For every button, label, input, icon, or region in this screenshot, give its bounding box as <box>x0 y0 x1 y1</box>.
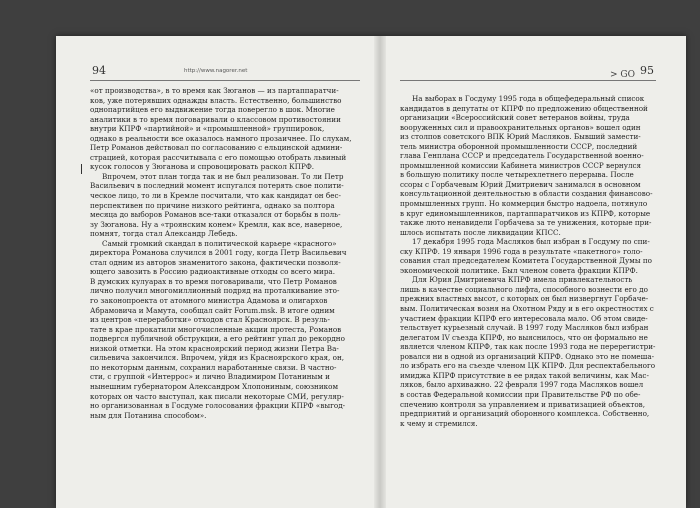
right-page <box>382 36 686 508</box>
text-line: из столпов советского ВПК Юрий Масляков. Бывший замести- <box>400 132 641 142</box>
text-line: перспективен по причине низкого рейтинга, однако за полтора <box>90 200 335 210</box>
text-line: однопартийцев его выдвижение тогда поверегло в шок. Многие <box>90 105 335 115</box>
text-line: имиджа КПРФ присутствие в ее рядах такой величины, как Мас- <box>400 370 649 380</box>
text-line: аналитики в то время поговаривали о классовом противостоянии <box>90 114 341 124</box>
paragraph <box>400 237 656 275</box>
text-line: ным для Потанина способом». <box>90 410 207 420</box>
text-line: кусок голосов у Зюганова и спровоцировать раскол КПРФ. <box>90 162 315 172</box>
paragraph <box>90 172 360 239</box>
text-line: ссоры с Горбачевым Юрий Дмитриевич занимался в основном <box>400 179 641 189</box>
text-line: стал одним из авторов знаменитого закона, фактически позволя- <box>90 257 341 267</box>
left-page-number: 94 <box>92 64 106 77</box>
text-line: ляков, было архиважно. 22 февраля 1997 года Масляков вошел <box>400 380 644 390</box>
running-header-url: http://www.nagorer.net <box>184 68 248 74</box>
text-line: консультационной деятельностью в области создания финансово- <box>400 189 653 199</box>
text-line: но организованная в Госдуме голосования фракции КПРФ «выгод- <box>90 401 346 411</box>
text-line: помнят, тогда стал Александр Лебедь. <box>90 229 238 239</box>
text-line: однако в реальности все оказалось намного прозаичнее. По слухам, <box>90 133 352 143</box>
text-line: лишь в качестве социального лифта, способного вознести его до <box>400 284 648 294</box>
text-line: вым. Политическая возня на Охотном Ряду и в его окрестностях с <box>400 304 654 314</box>
text-line: промышленных групп. Но коммерция быстро надоела, потянуло <box>400 199 648 209</box>
text-line: Для Юрия Дмитриевича КПРФ имела привлекательность <box>412 275 633 285</box>
text-line: Самый громкий скандал в политической карьере «красного» <box>102 238 337 248</box>
text-line: Петр Романов действовал по согласованию с ельцинской админи- <box>90 143 343 153</box>
text-line: также люто ненавидели Горбачева за те унижения, которые при- <box>400 218 652 228</box>
text-line: Абрамовича и Мамута, сообщал сайт Forum.msk. В итоге одним <box>90 305 335 315</box>
text-line: ющего завозить в Россию радиоактивные отходы со всего мира. <box>90 267 335 277</box>
text-line: ску КПРФ. 19 января 1996 года в результате «пакетного» голо- <box>400 246 643 256</box>
text-line: ческое лицо, то ли в Кремле посчитали, что как кандидат он бес- <box>90 191 341 201</box>
text-line: подвергся публичной обструкции, а его рейтинг упал до рекордно <box>90 334 345 344</box>
text-line: «от производства», в то время как Зюганов — из партаппаратчи- <box>90 86 339 95</box>
text-line: делегатом IV съезда КПРФ, но выяснилось, что он формально не <box>400 332 648 342</box>
text-line: к чему и стремился. <box>400 418 478 428</box>
text-line: го законопроекта от атомного министра Адамова и олигархов <box>90 296 328 306</box>
text-line: вооруженных сил и правоохранительных органов» вошел один <box>400 122 641 132</box>
text-line: ло избрать его на съезде членом ЦК КПРФ. Для респектабельного <box>400 361 656 371</box>
text-line: тате в крае прокатили многочисленные акции протеста, Романов <box>90 324 342 334</box>
text-line: кандидатов в депутаты от КПРФ по предложению общественной <box>400 103 648 113</box>
header-rule <box>400 80 656 81</box>
margin-mark <box>81 164 82 174</box>
left-body-text <box>90 86 360 420</box>
text-line: тельствует курьезный случай. В 1997 году Масляков был избран <box>400 323 649 333</box>
text-line: в состав Федеральной комиссии при Правительстве РФ по обе- <box>400 389 641 399</box>
text-line: сования стал председателем Комитета Государственной Думы по <box>400 256 652 266</box>
right-running-header: > GO <box>610 70 635 80</box>
text-line: промышленной комиссии Кабинета министров СССР вернулся <box>400 160 642 170</box>
text-line: месяца до выборов Романов все-таки отказался от борьбы в поль- <box>90 210 341 220</box>
text-line: ровался ни в одной из организаций КПРФ. Однако это не помеша- <box>400 351 655 361</box>
text-line: внутри КПРФ «партийной» и «промышленной» группировок, <box>90 124 325 134</box>
paragraph <box>90 86 360 172</box>
text-line: в большую политику после четырехлетнего перерыва. После <box>400 170 634 180</box>
text-line: по некоторым данным, сохранил наработанные связи. В частно- <box>90 362 337 372</box>
text-line: лично получил многомиллионный подряд на проталкивание это- <box>90 286 340 296</box>
text-line: На выборах в Госдуму 1995 года в общефедеральный список <box>412 94 645 103</box>
text-line: ков, уже потерявших однажды власть. Естественно, большинство <box>90 95 342 105</box>
text-line: директора Романова случился в 2001 году, когда Петр Васильевич <box>90 248 347 258</box>
text-line: которых он часто выступал, как писали некоторые СМИ, регуляр- <box>90 391 344 401</box>
text-line: тель министра оборонной промышленности СССР, последний <box>400 141 638 151</box>
text-line: шлось испытать после ликвидации КПСС. <box>400 227 561 237</box>
header-rule <box>90 80 360 81</box>
text-line: страцией, которая рассчитывала с его помощью отобрать львиный <box>90 152 347 162</box>
text-line: В думских кулуарах в то время поговаривали, что Петр Романов <box>90 276 337 286</box>
text-line: 17 декабря 1995 года Масляков был избран в Госдуму по спи- <box>412 237 650 247</box>
right-page-number: 95 <box>640 64 654 77</box>
text-line: из центров «переработки» отходов стал Красноярск. В резуль- <box>90 315 330 325</box>
book-spread <box>56 36 686 508</box>
text-line: спечению контроля за управлением и приватизацией объектов, <box>400 399 645 409</box>
text-line: низкой отметки. На этом красноярский период жизни Петра Ва- <box>90 343 339 353</box>
left-page <box>56 36 378 508</box>
text-line: сти, с группой «Интеррос» и лично Владимиром Потаниным и <box>90 372 330 382</box>
paragraph <box>90 239 360 420</box>
text-line: экономической политике. Был членом совета фракции КПРФ. <box>400 265 638 275</box>
text-line: предприятий и организаций оборонного комплекса. Собственно, <box>400 409 650 419</box>
text-line: глава Генплана СССР и председатель Государственной военно- <box>400 151 644 161</box>
text-line: нынешним губернатором Александром Хлопониным, союзником <box>90 381 339 391</box>
paragraph <box>400 275 656 428</box>
paragraph <box>400 94 656 237</box>
text-line: сильевича закончился. Впрочем, уйдя из Красноярского края, он, <box>90 353 345 363</box>
text-line: зу Зюганова. Ну а «троянским конем» Кремля, как все, наверное, <box>90 219 343 229</box>
text-line: прежних властных высот, с которых он был низвергнут Горбаче- <box>400 294 649 304</box>
text-line: Впрочем, этот план тогда так и не был реализован. То ли Петр <box>102 171 344 181</box>
text-line: организации «Всероссийский совет ветеранов войны, труда <box>400 113 630 123</box>
text-line: участием фракции КПРФ его интересовала мало. Об этом свиде- <box>400 313 648 323</box>
text-line: является членом КПРФ, так как после 1993 года не перерегистри- <box>400 342 656 352</box>
text-line: в круг единомышленников, партаппаратчиков из КПРФ, которые <box>400 208 651 218</box>
text-line: Васильевич в последний момент испугался потерять свое полити- <box>90 181 344 191</box>
right-body-text <box>400 94 656 428</box>
